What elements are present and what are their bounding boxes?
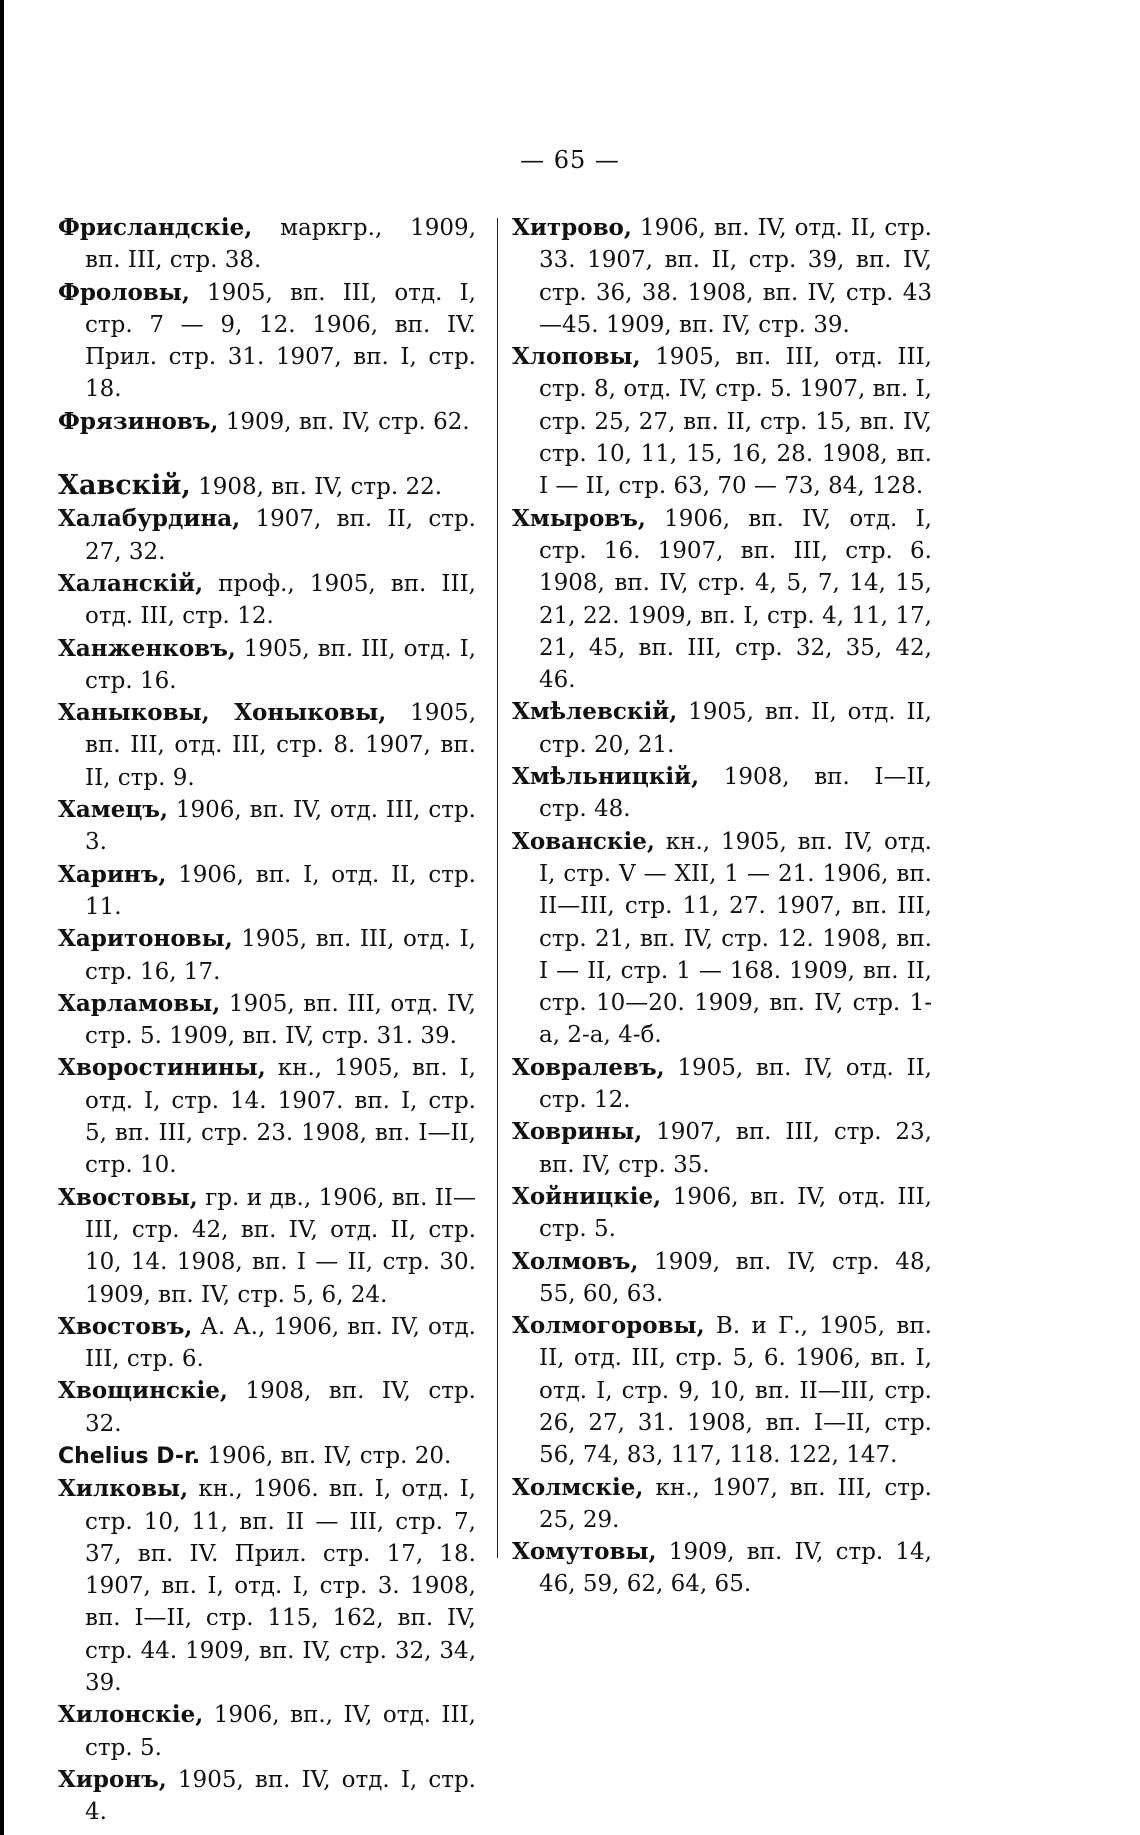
entry-head: Ханженковъ,	[58, 634, 236, 662]
index-entry	[512, 1181, 932, 1246]
index-entry	[58, 988, 476, 1053]
entry-text: кн., 1906. вп. I, отд. I, стр. 10, 11, вп. II — III, стр. 7, 37, вп. IV. Прил. стр. 17, 18. 1907, вп. I, отд. I, стр. 3. 1908, вп. I—II, стр. 115, 162, вп. IV, стр. 44. 1909, вп. IV, стр. 32, 34, 39.	[85, 1476, 476, 1697]
index-entry	[58, 1311, 476, 1376]
entry-head: Хойницкіе,	[512, 1182, 662, 1210]
index-entry	[58, 1375, 476, 1440]
scan-edge	[0, 0, 4, 1835]
entry-head: Халабурдина,	[58, 505, 241, 533]
entry-text: 1908, вп. I—II, стр. 48.	[539, 764, 932, 823]
entry-text: 1905, вп. III, отд. IV, стр. 5. 1909, вп. IV, стр. 31. 39.	[85, 990, 476, 1050]
entry-head: Фроловы,	[58, 278, 190, 306]
entry-text: 1907, вп. III, стр. 23, вп. IV, стр. 35.	[539, 1119, 932, 1178]
page-number: — 65 —	[520, 146, 620, 174]
entry-head: Халанскій,	[58, 569, 204, 597]
entry-head: Хомутовы,	[512, 1538, 657, 1566]
entry-text: 1905, вп. III, отд. III, стр. 8, отд. IV, стр. 5. 1907, вп. I, стр. 25, 27, вп. II, стр. 15, вп. IV, стр. 10, 11, 15, 16, 28. 1908, вп. I — II, стр. 63, 70 — 73, 84, 128.	[539, 344, 932, 500]
entry-text: 1909, вп. IV, стр. 48, 55, 60, 63.	[539, 1248, 932, 1307]
entry-head: Хилонскіе,	[58, 1701, 204, 1729]
entry-head: Ханыковы, Хоныковы,	[58, 699, 387, 727]
entry-text: 1906, вп. I, отд. II, стр. 11.	[85, 861, 476, 920]
entry-text: 1908, вп. IV, стр. 32.	[85, 1378, 476, 1437]
entry-text: В. и Г., 1905, вп. II, отд. III, стр. 5, 6. 1906, вп. I, отд. I, стр. 9, 10, вп. II—III, стр. 26, 27, 31. 1908, вп. I—II, стр. 56, 74, 83, 117, 118. 122, 147.	[539, 1313, 932, 1469]
entry-head: Хмѣлевскій,	[512, 698, 678, 726]
index-entry	[58, 859, 476, 924]
left-column	[58, 212, 476, 1829]
entry-text: А. А., 1906, вп. IV, отд. III, стр. 6.	[85, 1313, 476, 1373]
index-entry	[58, 277, 476, 406]
entry-text: 1905, вп. IV, отд. II, стр. 12.	[539, 1054, 932, 1114]
index-entry	[512, 1536, 932, 1601]
entry-head: Хмыровъ,	[512, 504, 646, 532]
entry-head: Хавскій,	[58, 470, 191, 502]
index-entry	[58, 1440, 476, 1473]
entry-head: Хамецъ,	[58, 796, 169, 824]
entry-text: кн., 1905, вп. IV, отд. I, стр. V — XII, 1 — 21. 1906, вп. II—III, стр. 11, 27. 1907, вп. III, стр. 21, вп. IV, стр. 12. 1908, вп. I — II, стр. 1 — 168. 1909, вп. II, стр. 10—20. 1909, вп. IV, стр. 1-а, 2-а, 4-б.	[539, 828, 932, 1049]
column-divider	[497, 218, 498, 1558]
entry-text: 1906, вп. IV, отд. II, стр. 33. 1907, вп. II, стр. 39, вп. IV, стр. 36, 38. 1908, вп. IV, стр. 43—45. 1909, вп. IV, стр. 39.	[539, 215, 932, 338]
entry-text: кн., 1907, вп. III, стр. 25, 29.	[539, 1474, 932, 1533]
entry-head: Chelius D-r.	[58, 1443, 201, 1469]
entry-text: 1906, вп., IV, отд. III, стр. 5.	[85, 1702, 476, 1761]
entry-text: гр. и дв., 1906, вп. II—III, стр. 42, вп. IV, отд. II, стр. 10, 14. 1908, вп. I — II, стр. 30. 1909, вп. IV, стр. 5, 6, 24.	[85, 1184, 476, 1308]
index-entry	[58, 568, 476, 633]
entry-head: Холмогоровы,	[512, 1312, 705, 1340]
entry-text: проф., 1905, вп. III, отд. III, стр. 12.	[85, 570, 476, 630]
index-entry	[512, 1310, 932, 1471]
index-entry	[58, 633, 476, 698]
index-entry	[512, 503, 932, 697]
entry-text: 1909, вп. IV, стр. 62.	[218, 408, 470, 435]
index-entry	[58, 697, 476, 794]
entry-head: Хитрово,	[512, 214, 632, 241]
index-entry	[512, 696, 932, 761]
index-entry	[512, 212, 932, 341]
entry-head: Хвостовы,	[58, 1183, 198, 1211]
index-entry	[512, 1116, 932, 1181]
entry-head: Хилковы,	[58, 1475, 189, 1503]
index-entry	[512, 761, 932, 826]
entry-text: маркгр., 1909, вп. III, стр. 38.	[85, 215, 476, 274]
entry-text: 1907, вп. II, стр. 27, 32.	[85, 506, 476, 565]
index-entry	[58, 406, 476, 438]
index-entry	[58, 1473, 476, 1699]
index-entry	[58, 1052, 476, 1181]
index-entry	[512, 1052, 932, 1117]
index-entry	[58, 1764, 476, 1829]
entry-head: Харитоновы,	[58, 925, 233, 953]
entry-head: Холмскіе,	[512, 1473, 644, 1501]
entry-head: Фрязиновъ,	[58, 407, 219, 435]
index-entry	[512, 341, 932, 502]
entry-text: кн., 1905, вп. I, отд. I, стр. 14. 1907. вп. I, стр. 5, вп. III, стр. 23. 1908, вп. I—II, стр. 10.	[85, 1055, 476, 1179]
entry-text: 1909, вп. IV, стр. 14, 46, 59, 62, 64, 65.	[539, 1539, 932, 1598]
entry-text: 1908, вп. IV, стр. 22.	[190, 474, 443, 501]
index-entry	[58, 1182, 476, 1311]
index-entry	[58, 1699, 476, 1764]
index-entry	[58, 470, 476, 503]
entry-head: Холмовъ,	[512, 1247, 639, 1275]
index-entry	[58, 923, 476, 988]
entry-head: Хиронъ,	[58, 1765, 167, 1793]
entry-head: Хмѣльницкій,	[512, 763, 700, 791]
entry-text: 1905, вп. IV, отд. I, стр. 4.	[85, 1766, 476, 1826]
entry-head: Харламовы,	[58, 989, 221, 1017]
entry-head: Ховралевъ,	[512, 1053, 665, 1081]
entry-text: 1905, вп. III, отд. I, стр. 16.	[85, 635, 476, 694]
entry-text: 1905, вп. II, отд. II, стр. 20, 21.	[539, 699, 932, 758]
entry-head: Ховрины,	[512, 1118, 643, 1146]
entry-head: Хвощинскіе,	[58, 1377, 228, 1405]
entry-text: 1905, вп. III, отд. I, стр. 16, 17.	[85, 926, 476, 985]
index-entry	[512, 1246, 932, 1311]
index-entry	[58, 212, 476, 277]
entry-head: Харинъ,	[58, 860, 167, 888]
entry-text: 1905, вп. III, отд. III, стр. 8. 1907, вп. II, стр. 9.	[85, 700, 476, 791]
right-column	[512, 212, 932, 1601]
entry-head: Хлоповы,	[512, 343, 641, 371]
entry-text: 1906, вп. IV, отд. III, стр. 3.	[85, 797, 476, 856]
entry-text: 1906, вп. IV, отд. III, стр. 5.	[539, 1183, 932, 1243]
index-entry	[58, 503, 476, 568]
index-entry	[512, 826, 932, 1052]
entry-head: Фрисландскіе,	[58, 214, 253, 241]
entry-text: 1905, вп. III, отд. I, стр. 7 — 9, 12. 1906, вп. IV. Прил. стр. 31. 1907, вп. I, стр. 18.	[85, 279, 476, 403]
entry-head: Хованскіе,	[512, 827, 655, 855]
index-entry	[512, 1472, 932, 1537]
entry-head: Хворостинины,	[58, 1054, 266, 1082]
entry-text: 1906, вп. IV, отд. I, стр. 16. 1907, вп. III, стр. 6. 1908, вп. IV, стр. 4, 5, 7, 14, 15, 21, 22. 1909, вп. I, стр. 4, 11, 17, 21, 45, вп. III, стр. 32, 35, 42, 46.	[539, 505, 932, 694]
index-entry	[58, 794, 476, 859]
entry-head: Хвостовъ,	[58, 1312, 193, 1340]
entry-text: 1906, вп. IV, стр. 20.	[200, 1442, 452, 1469]
